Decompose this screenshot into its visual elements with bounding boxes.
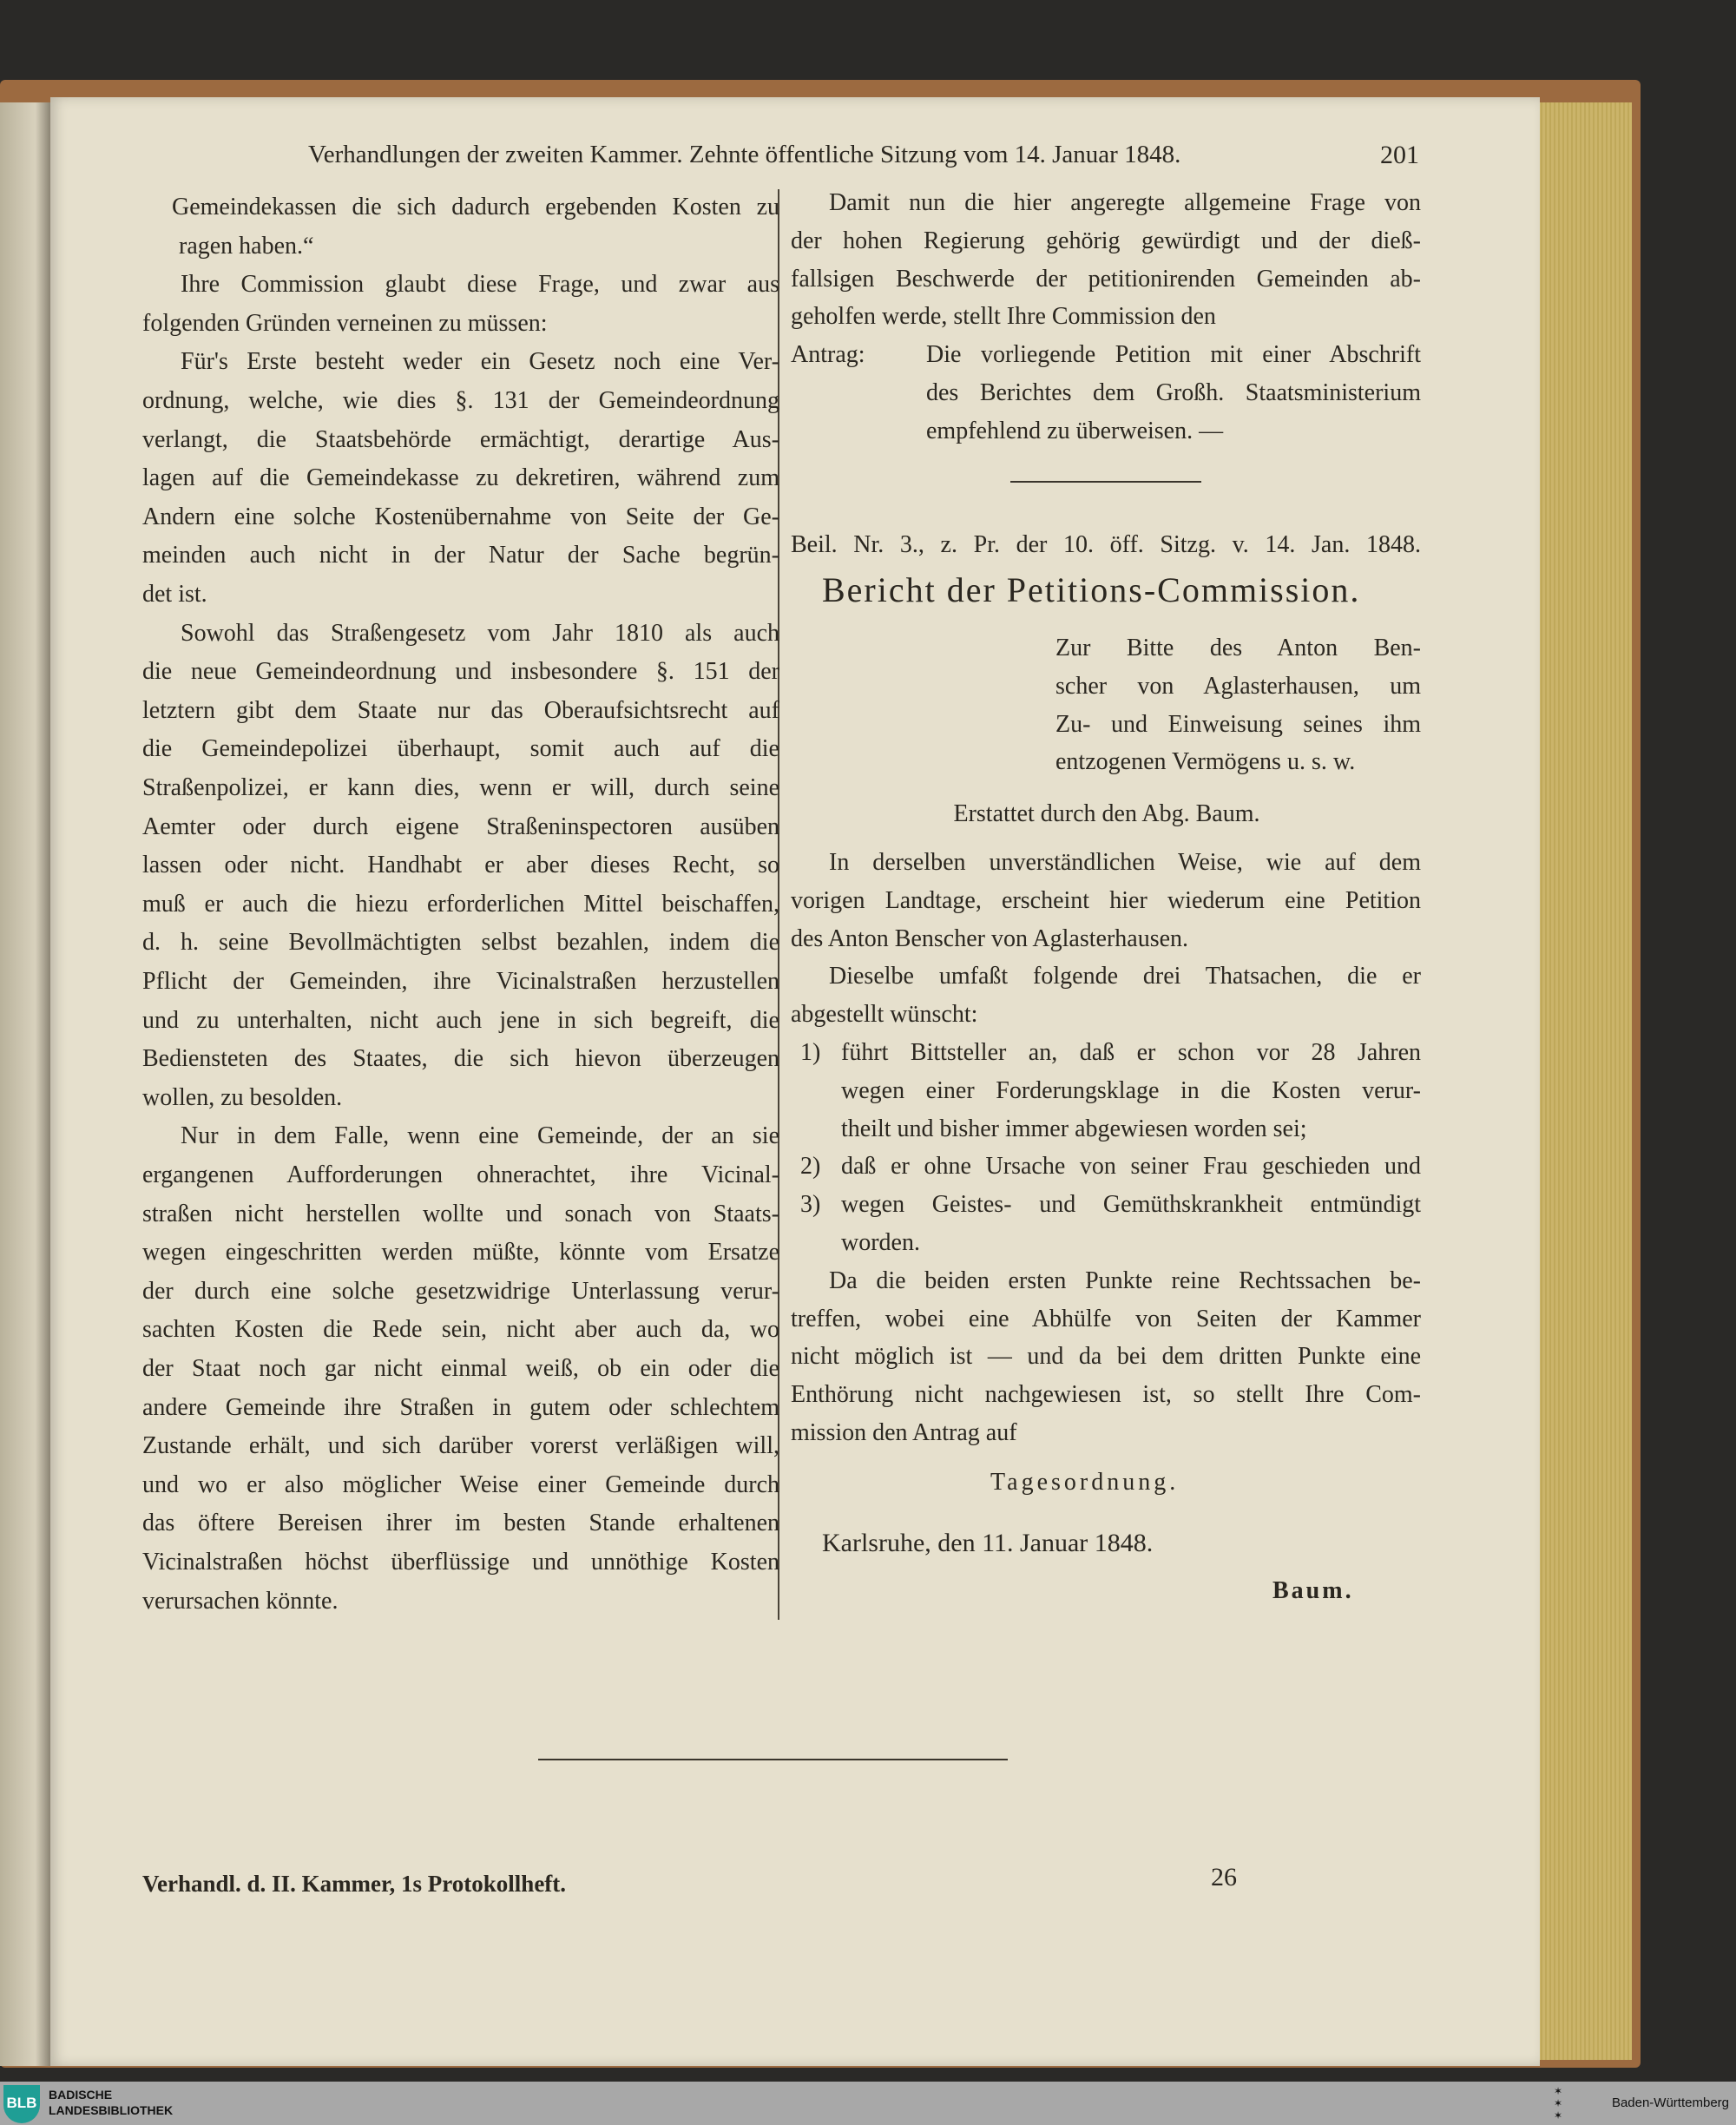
text-line: ergangenen Aufforderungen ohnerachtet, ihre Vicinal- [142,1161,779,1188]
sheet-number: 26 [1211,1863,1237,1891]
text-line: letztern gibt dem Staate nur das Oberaufsichtsrecht auf [142,697,779,724]
state-coat-of-arms-icon: ✶ ✶ ✶ [1554,2085,1563,2122]
text-line: wollen, zu besolden. [142,1084,343,1111]
blb-logo[interactable]: BLB [3,2085,40,2123]
text-line: Damit nun die hier angeregte allgemeine Frage von [829,189,1421,216]
text-line: ordnung, welche, wie dies §. 131 der Gemeindeordnung [142,387,779,414]
text-line: Straßenpolizei, er kann dies, wenn er will, durch seine [142,774,779,801]
text-line: mission den Antrag auf [791,1419,1017,1446]
text-line: Nur in dem Falle, wenn eine Gemeinde, der an sie [181,1122,779,1149]
list-item-line: theilt und bisher immer abgewiesen worden sei; [841,1115,1307,1142]
text-line: nicht möglich ist — und da bei dem dritten Punkte eine [791,1343,1421,1371]
text-line: lagen auf die Gemeindekasse zu dekretiren, während zum [142,464,779,491]
library-name [49,2087,173,2118]
text-line: das öftere Bereisen ihrer im besten Stande erhaltenen [142,1510,779,1536]
text-line: und zu unterhalten, nicht auch jene in sich begreift, die [142,1007,779,1034]
text-line: ragen haben.“ [179,233,314,260]
list-item-line: worden. [841,1229,920,1256]
text-line: straßen nicht herstellen wollte und sonach von Staats- [142,1201,779,1227]
text-line: d. h. seine Bevollmächtigten selbst bezahlen, indem die [142,929,779,956]
text-line: folgenden Gründen verneinen zu müssen: [142,310,548,337]
text-line: andere Gemeinde ihre Straßen in gutem oder schlechtem [142,1394,779,1421]
text-line: der durch eine solche gesetzwidrige Unterlassung verur- [142,1278,779,1305]
text-line: Sowohl das Straßengesetz vom Jahr 1810 als auch [181,620,779,647]
text-line: entzogenen Vermögens u. s. w. [1055,748,1356,776]
text-line: und wo er also möglicher Weise einer Gemeinde durch [142,1471,779,1498]
antrag-label: Antrag: [791,341,865,369]
text-line: Für's Erste besteht weder ein Gesetz noch eine Ver- [181,348,779,375]
text-line: der Staat noch gar nicht einmal weiß, ob ein oder die [142,1355,779,1382]
text-line: Pflicht der Gemeinden, ihre Vicinalstraßen herzustellen [142,968,779,995]
text-line: lassen oder nicht. Handhabt er aber dieses Recht, so [142,852,779,878]
text-line: geholfen werde, stellt Ihre Commission den [791,303,1216,331]
text-line: des Anton Benscher von Aglasterhausen. [791,924,1189,952]
text-line: Die vorliegende Petition mit einer Abschrift [926,341,1421,369]
viewer-bar [0,2082,1736,2125]
report-title: Bericht der Petitions-Commission. [822,570,1361,609]
text-line: fallsigen Beschwerde der petitionirenden Gemeinden ab- [791,265,1421,293]
text-line: Aemter oder durch eigene Straßeninspectoren ausüben [142,813,779,840]
text-line: Dieselbe umfaßt folgende drei Thatsachen, die er [829,963,1421,990]
list-item-line: führt Bittsteller an, daß er schon vor 28 Jahren [841,1039,1421,1066]
page-edges [1538,102,1632,2060]
facing-page-edge [0,102,50,2066]
text-line: Ihre Commission glaubt diese Frage, und zwar aus [181,271,779,298]
list-item-line: daß er ohne Ursache von seiner Frau geschieden und [841,1153,1421,1181]
text-line: die Gemeindepolizei überhaupt, somit auch auf die [142,735,779,762]
library-name-line1: BADISCHE [49,2088,113,2102]
text-line: wegen eingeschritten werden müßte, könnte vom Ersatze [142,1239,779,1266]
text-line: Zustande erhält, und sich darüber vorerst verläßigen will, [142,1432,779,1459]
list-item-line: wegen einer Forderungsklage in die Kosten verur- [841,1076,1421,1104]
text-line: treffen, wobei eine Abhülfe von Seiten der Kammer [791,1305,1421,1332]
rapporteur: Erstattet durch den Abg. Baum. [953,800,1260,827]
library-name-line2: LANDESBIBLIOTHEK [49,2103,174,2117]
text-line: des Berichtes dem Großh. Staatsministerium [926,379,1421,406]
state-label[interactable]: Baden-Württemberg [1611,2095,1729,2110]
text-line: Zur Bitte des Anton Ben- [1055,635,1421,661]
text-line: empfehlend zu überweisen. — [926,417,1224,444]
motion: Tagesordnung. [990,1469,1180,1496]
text-line: Andern eine solche Kostenübernahme von Seite der Ge- [142,503,779,530]
text-line: Da die beiden ersten Punkte reine Rechtssachen be- [829,1266,1421,1294]
signature: Baum. [1272,1577,1354,1604]
signature-mark: Verhandl. d. II. Kammer, 1s Protokollheft. [142,1871,567,1897]
item-number: 1) [800,1039,821,1066]
text-line: verursachen könnte. [142,1588,339,1615]
text-line: meinden auch nicht in der Natur der Sache begrün- [142,542,779,569]
text-line: vorigen Landtage, erscheint hier wiederum eine Petition [791,886,1421,914]
text-line: verlangt, die Staatsbehörde ermächtigt, derartige Aus- [142,426,779,453]
beilage-reference: Beil. Nr. 3., z. Pr. der 10. öff. Sitzg. v. 14. Jan. 1848. [791,531,1421,558]
text-line: muß er auch die hiezu erforderlichen Mittel beischaffen, [142,891,779,918]
item-number: 2) [800,1153,821,1181]
list-item-line: wegen Geistes- und Gemüthskrankheit entmündigt [841,1191,1421,1219]
section-rule [1010,481,1201,483]
place-date: Karlsruhe, den 11. Januar 1848. [822,1529,1154,1557]
text-line: det ist. [142,581,207,608]
text-line: Gemeindekassen die sich dadurch ergebenden Kosten zu [172,194,779,220]
text-line: die neue Gemeindeordnung und insbesondere §. 151 der [142,658,779,685]
text-line: sachten Kosten die Rede sein, nicht aber auch da, wo [142,1316,779,1343]
text-line: scher von Aglasterhausen, um [1055,672,1421,700]
text-line: Bediensteten des Staates, die sich hievon überzeugen [142,1045,779,1072]
text-line: Zu- und Einweisung seines ihm [1055,710,1421,738]
running-title: Verhandlungen der zweiten Kammer. Zehnte öffentliche Sitzung vom 14. Januar 1848. [308,141,1181,168]
item-number: 3) [800,1191,821,1219]
text-line: In derselben unverständlichen Weise, wie auf dem [829,849,1421,876]
page-number: 201 [1380,141,1419,169]
text-line: abgestellt wünscht: [791,1001,978,1029]
footer-rule [538,1759,1008,1760]
text-line: Vicinalstraßen höchst überflüssige und unnöthige Kosten [142,1549,779,1576]
text-line: der hohen Regierung gehörig gewürdigt und der dieß- [791,227,1421,254]
text-line: Enthörung nicht nachgewiesen ist, so stellt Ihre Com- [791,1381,1421,1409]
